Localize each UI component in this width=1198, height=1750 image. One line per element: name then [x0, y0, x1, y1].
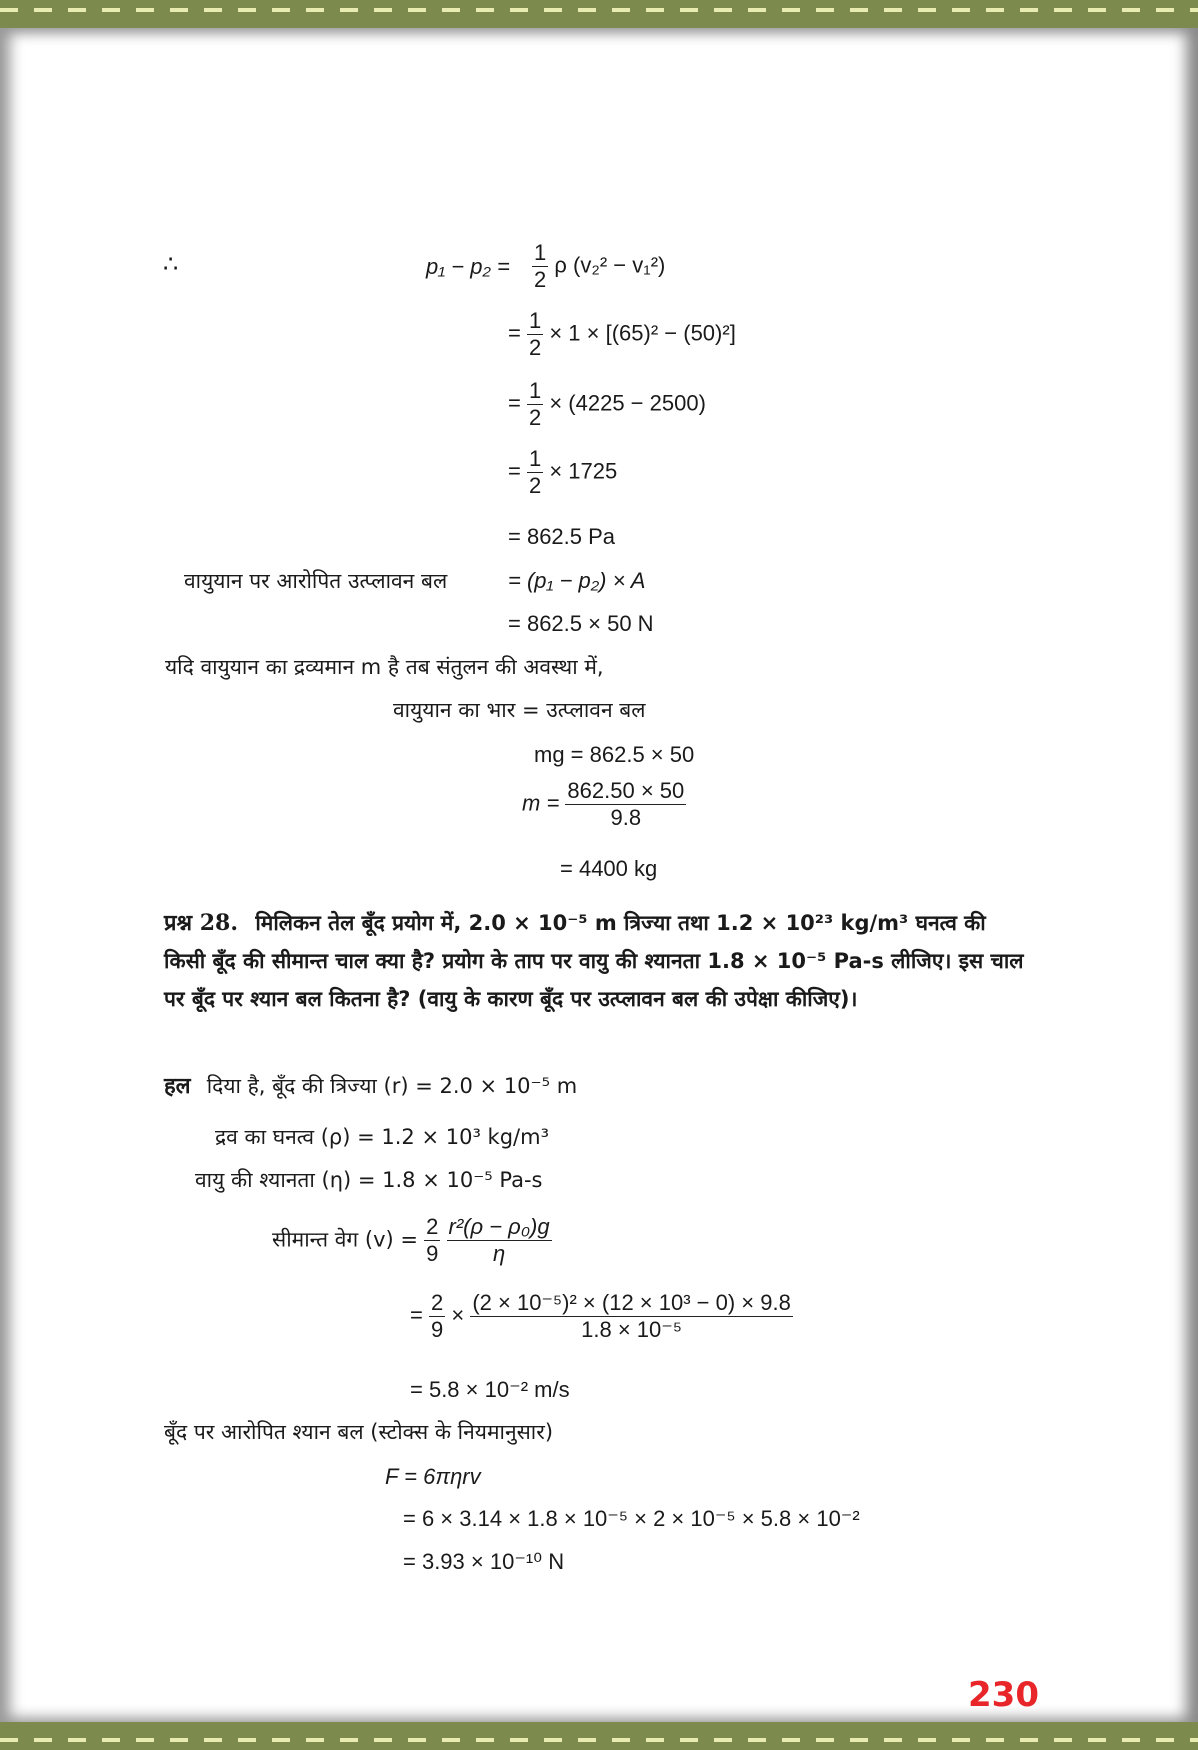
frac-den: 2 — [528, 405, 542, 430]
frac-den: 1.8 × 10⁻⁵ — [581, 1317, 683, 1342]
mass-equation — [522, 778, 686, 831]
given-viscosity: वायु की श्यानता (η) = 1.8 × 10⁻⁵ Pa-s — [195, 1168, 543, 1192]
page-number: 230 — [968, 1675, 1039, 1715]
bottom-border-stitching — [0, 1738, 1198, 1742]
frac-den: 9.8 — [610, 805, 642, 830]
frac-den: 9 — [430, 1317, 444, 1342]
solution-label: हल — [164, 1073, 191, 1099]
frac-num: 1 — [528, 446, 542, 471]
solution-radius-line — [164, 1073, 577, 1099]
times-sign: × — [451, 1302, 465, 1328]
eq-line-4-rhs: × 1725 — [549, 458, 618, 484]
eq-line-3-rhs: × (4225 − 2500) — [549, 390, 706, 416]
top-border-stitching — [0, 8, 1198, 12]
pressure-diff-result: = 862.5 Pa — [508, 524, 616, 549]
frac-den: η — [492, 1241, 506, 1266]
given-density: द्रव का घनत्व (ρ) = 1.2 × 10³ kg/m³ — [215, 1125, 549, 1149]
frac-num: 2 — [430, 1290, 444, 1315]
mass-result: = 4400 kg — [560, 856, 658, 881]
buoyancy-value: = 862.5 × 50 N — [508, 611, 654, 636]
frac-den: 9 — [426, 1241, 439, 1266]
stokes-substitution: = 6 × 3.14 × 1.8 × 10⁻⁵ × 2 × 10⁻⁵ × 5.8 × 10⁻² — [403, 1506, 860, 1531]
question-28 — [164, 904, 1024, 1018]
eq-line-1-rhs: ρ (v₂² − v₁²) — [554, 252, 666, 278]
frac-num: r²(ρ − ρ₀)g — [448, 1214, 550, 1239]
frac-num: 2 — [426, 1214, 439, 1239]
terminal-velocity-substitution: = $\frac{2}{9}$ × $\frac{\text{(2 × 10⁻⁵)² × (12 × 10³ − 0) × 9.8}}{\text{1.8 × 10⁻⁵}}$ — [410, 1290, 791, 1342]
viscous-force-result: = 3.93 × 10⁻¹⁰ N — [403, 1549, 565, 1574]
mg-equation: mg = 862.5 × 50 — [534, 742, 695, 767]
frac-den: 2 — [528, 335, 542, 360]
mass-condition-text: यदि वायुयान का द्रव्यमान m है तब संतुलन की अवस्था में, — [165, 655, 604, 679]
buoyancy-formula: = (p₁ − p₂) × A — [508, 568, 646, 593]
buoyancy-label: वायुयान पर आरोपित उत्प्लावन बल — [184, 569, 448, 593]
eq-line-4: = $\frac{1}{2}$ × 1725 — [508, 446, 618, 498]
frac-den: 2 — [534, 267, 547, 292]
given-radius: दिया है, बूँद की त्रिज्या (r) = 2.0 × 10⁻⁵ m — [206, 1074, 578, 1098]
eq-line-1 — [532, 240, 665, 293]
frac-num: 1 — [528, 308, 542, 333]
therefore-symbol: ∴ — [163, 251, 179, 278]
question-label: प्रश्न 28. — [164, 910, 239, 936]
viscous-force-label: बूँद पर आरोपित श्यान बल (स्टोक्स के नियमानुसार) — [164, 1420, 554, 1444]
mass-lhs: m = — [522, 790, 560, 816]
frac-num: 1 — [534, 240, 547, 265]
terminal-velocity-result: = 5.8 × 10⁻² m/s — [410, 1377, 570, 1402]
eq-line-3: = $\frac{1}{2}$ × (4225 − 2500) — [508, 378, 706, 430]
terminal-velocity-lhs: सीमान्त वेग (v) = — [272, 1227, 419, 1252]
frac-num: 862.50 × 50 — [567, 778, 685, 803]
frac-den: 2 — [528, 473, 542, 498]
stokes-law-formula: F = 6πηrv — [385, 1464, 481, 1489]
eq-line-2: = $\frac{1}{2}$ × 1 × [(65)² − (50)²] — [508, 308, 736, 360]
frac-num: 1 — [528, 378, 542, 403]
eq-line-1-lhs: p₁ − p₂ = — [426, 254, 510, 279]
weight-equals-buoyancy: वायुयान का भार = उत्प्लावन बल — [393, 698, 646, 722]
question-text: मिलिकन तेल बूँद प्रयोग में, 2.0 × 10⁻⁵ m त्रिज्या तथा 1.2 × 10²³ kg/m³ घनत्व की किसी बूँद की सीमान्त चाल क्या है? प्रयोग के ताप पर वायु की श्यानता 1.8 × 10⁻⁵ Pa-s लीजिए। इस चाल पर बूँद पर श्यान बल कितना है? (वायु के कारण बूँद पर उत्प्लावन बल की उपेक्षा कीजिए)। — [164, 911, 1024, 1011]
eq-line-2-rhs: × 1 × [(65)² − (50)²] — [549, 320, 736, 346]
frac-num: (2 × 10⁻⁵)² × (12 × 10³ − 0) × 9.8 — [472, 1290, 791, 1315]
terminal-velocity-formula — [272, 1214, 552, 1267]
